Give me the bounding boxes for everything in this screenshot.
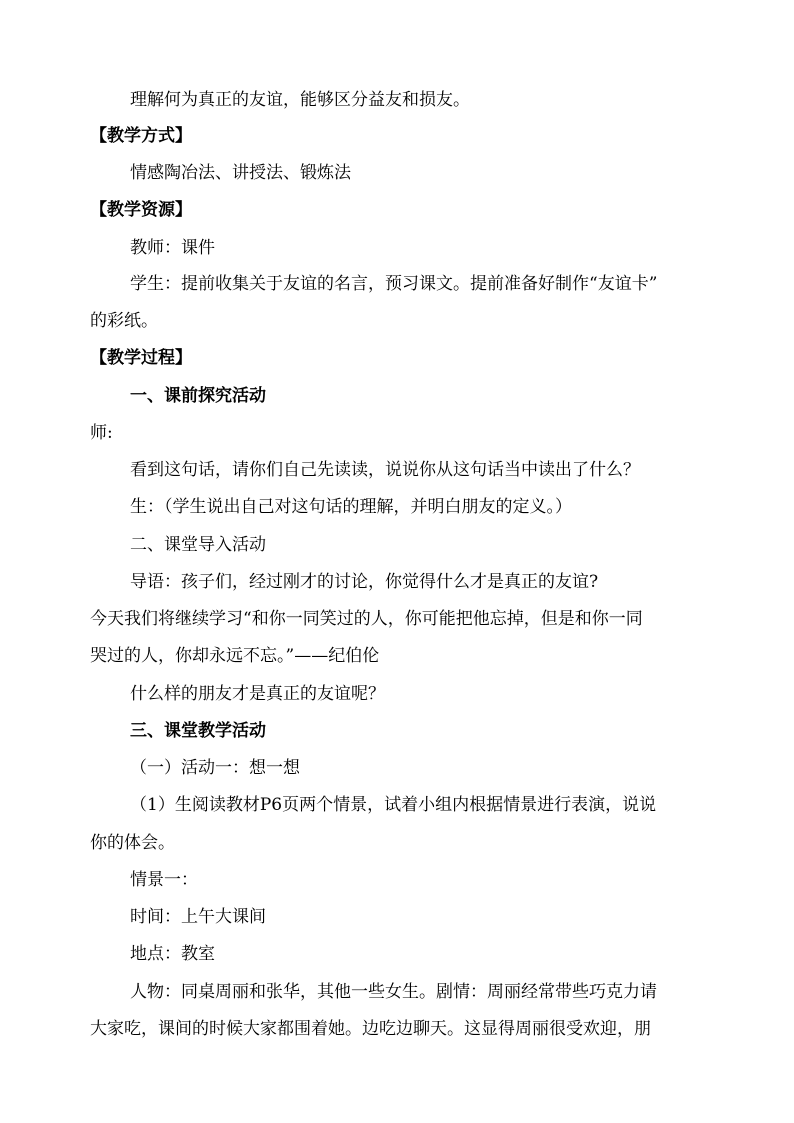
section-heading: 【教学资源】 (90, 200, 192, 220)
text-line: 你的体会。 (90, 833, 175, 853)
section-heading: 【教学过程】 (90, 348, 192, 368)
text-line: 大家吃，课间的时候大家都围着她。边吃边聊天。这显得周丽很受欢迎，朋 (90, 1019, 651, 1039)
text-line: 学生：提前收集关于友谊的名言，预习课文。提前准备好制作“友谊卡” (130, 274, 658, 294)
section-heading: 【教学方式】 (90, 126, 192, 146)
subsection-heading: 二、课堂导入活动 (130, 535, 266, 555)
text-line: 理解何为真正的友谊，能够区分益友和损友。 (130, 90, 470, 110)
text-line: 导语：孩子们，经过刚才的讨论，你觉得什么才是真正的友谊? (130, 572, 599, 592)
text-line: 生：（学生说出自己对这句话的理解，并明白朋友的定义。） (130, 497, 572, 517)
text-line: 今天我们将继续学习“和你一同笑过的人，你可能把他忘掉，但是和你一同 (90, 609, 643, 629)
text-line: （1）生阅读教材P6页两个情景，试着小组内根据情景进行表演，说说 (130, 795, 657, 815)
text-line: 师: (90, 423, 113, 443)
text-line: 人物：同桌周丽和张华，其他一些女生。剧情：周丽经常带些巧克力请 (130, 982, 657, 1002)
text-line: 情景一： (130, 870, 198, 890)
text-line: 地点：教室 (130, 944, 215, 964)
text-line: 时间：上午大课间 (130, 907, 266, 927)
text-line: 的彩纸。 (90, 311, 158, 331)
text-line: 哭过的人，你却永远不忘。”——纪伯伦 (90, 646, 380, 666)
text-line: （一）活动一：想一想 (130, 758, 300, 778)
text-line: 什么样的朋友才是真正的友谊呢？ (130, 684, 385, 704)
text-line: 教师：课件 (130, 238, 215, 258)
text-line: 情感陶冶法、讲授法、锻炼法 (130, 163, 351, 183)
subsection-heading: 一、课前探究活动 (130, 386, 266, 406)
subsection-heading: 三、课堂教学活动 (130, 721, 266, 741)
text-line: 看到这句话，请你们自己先读读，说说你从这句话当中读出了什么？ (130, 460, 640, 480)
